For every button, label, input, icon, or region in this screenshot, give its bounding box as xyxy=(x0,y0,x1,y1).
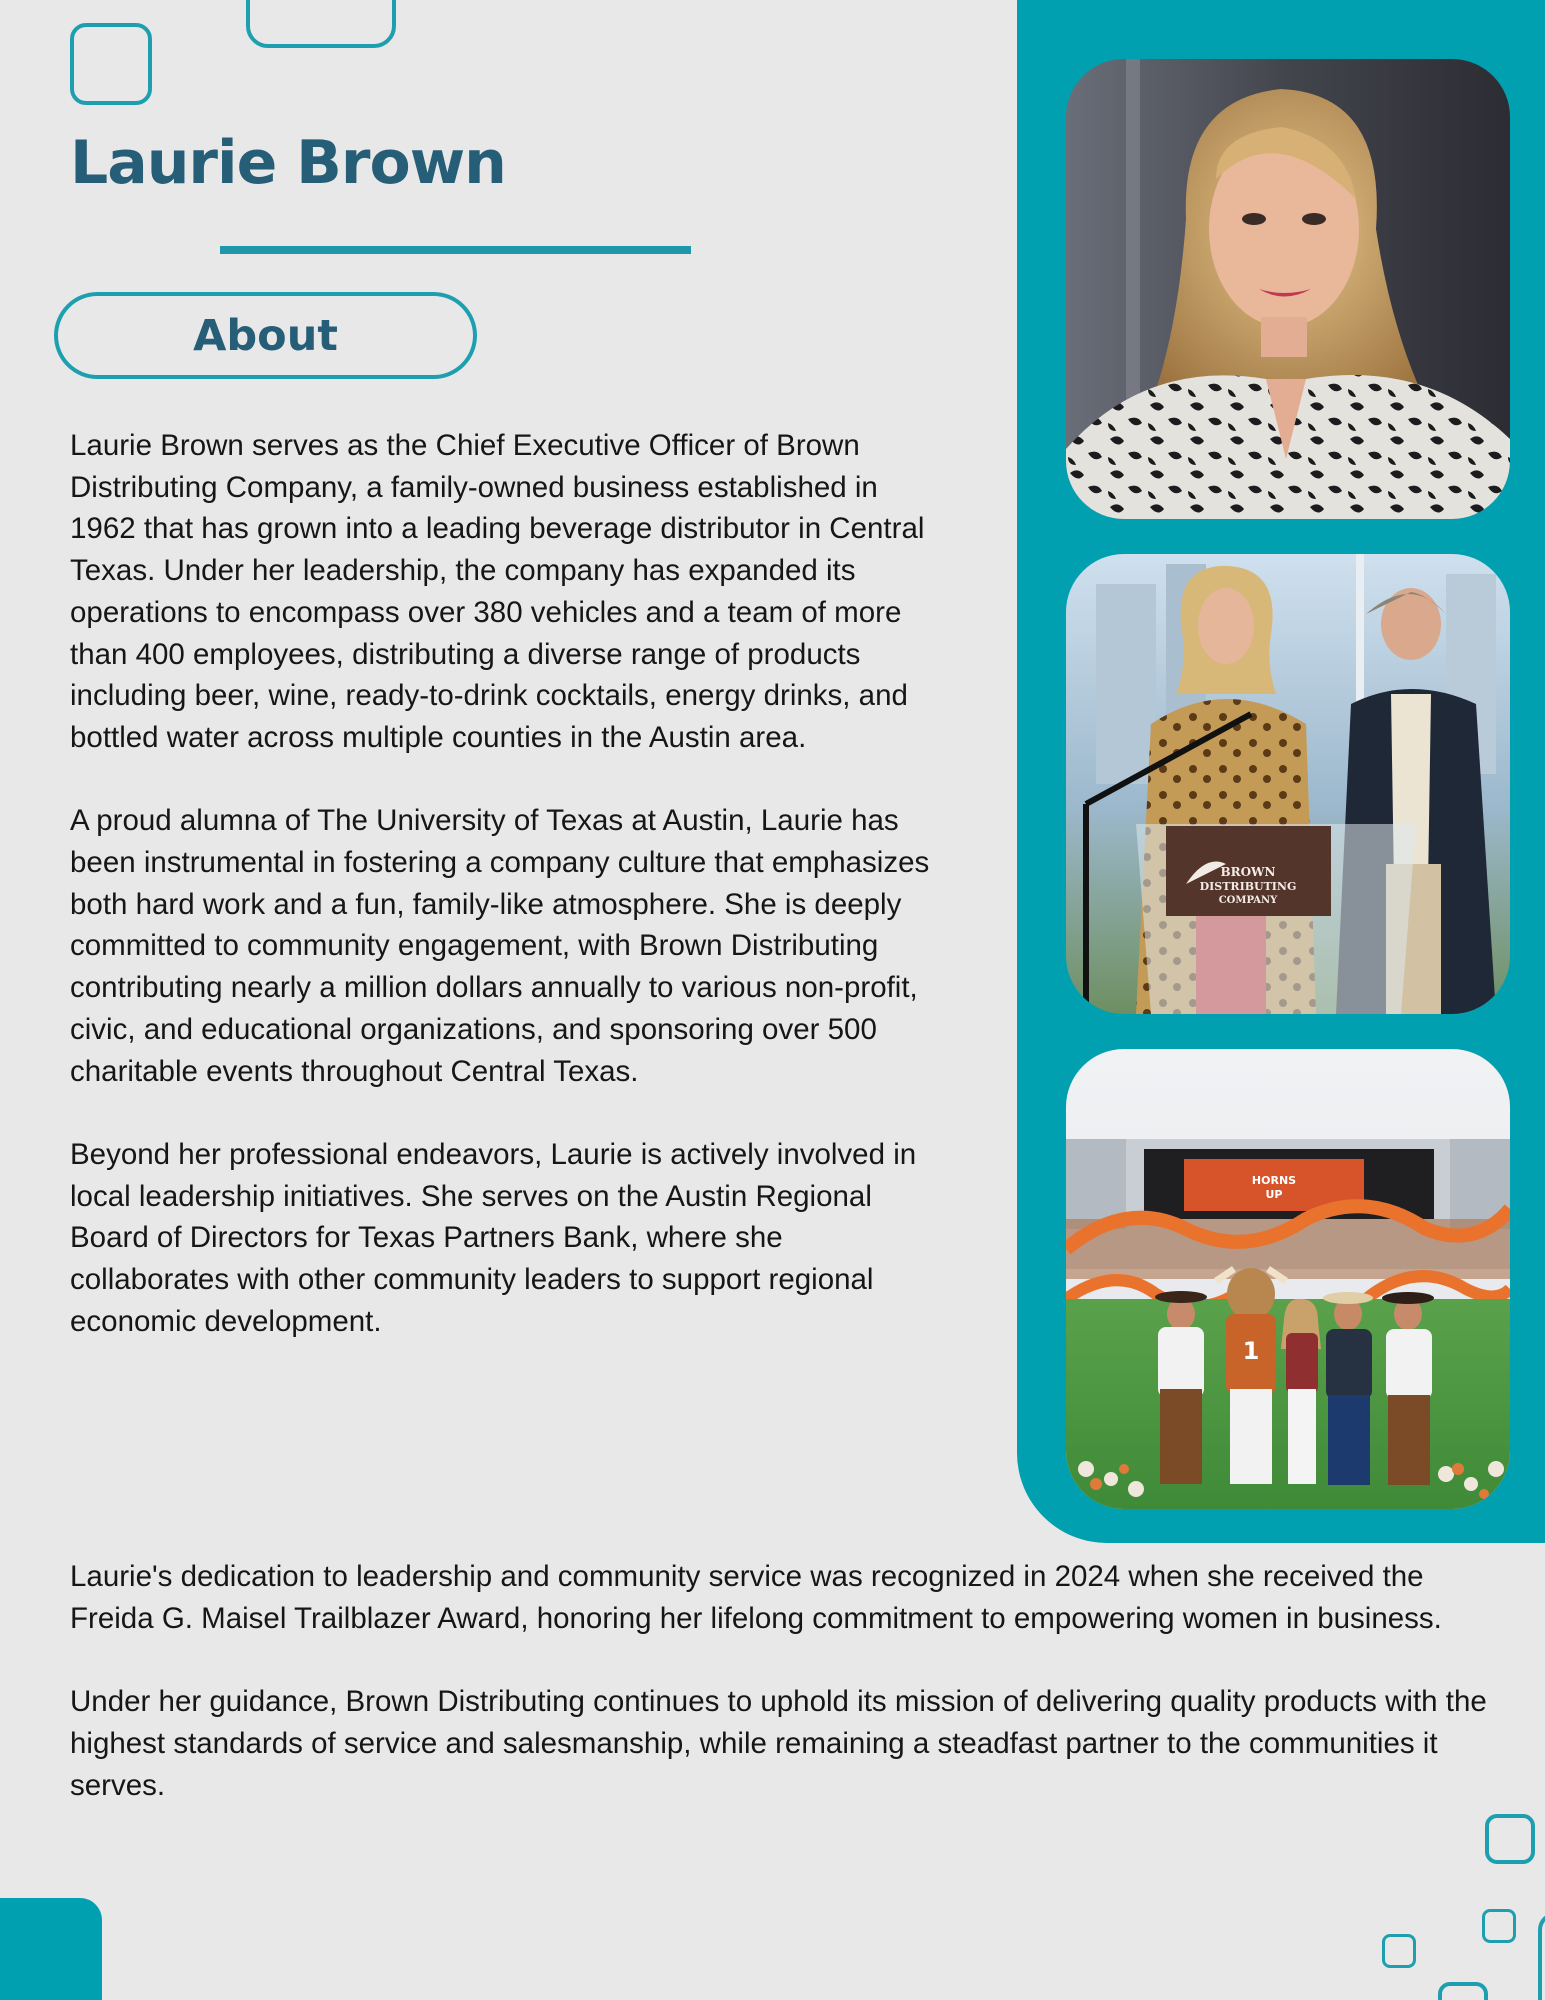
bio-paragraph: Laurie's dedication to leadership and community service was recognized in 2024 when she received the Freida G. Maisel Trailblazer Award, honoring her lifelong commitment to empowering women in business. xyxy=(70,1560,1442,1635)
decorative-rounded-square xyxy=(1485,1814,1535,1864)
decorative-rounded-square xyxy=(1438,1982,1488,2000)
decorative-rounded-square xyxy=(1538,1912,1545,2000)
podium-photo xyxy=(1066,554,1510,1014)
bio-paragraph: Laurie Brown serves as the Chief Executive Officer of Brown Distributing Company, a family-owned business established in 1962 that has grown into a leading beverage distributor in Central Texas. Under her leadership, the company has expanded its operations to encompass over 380 vehicles and a team of more than 400 employees, distributing a diverse range of products including beer, wine, ready-to-drink cocktails, energy drinks, and bottled water across multiple counties in the Austin area. xyxy=(70,429,925,754)
about-section-pill xyxy=(54,292,477,379)
portrait-photo xyxy=(1066,59,1510,519)
decorative-rounded-square xyxy=(1382,1934,1416,1968)
about-label: About xyxy=(193,310,338,361)
stadium-group-photo xyxy=(1066,1049,1510,1509)
bio-paragraph: Under her guidance, Brown Distributing continues to uphold its mission of delivering quality products with the highest standards of service and salesmanship, while remaining a steadfast partner to the communities it serves. xyxy=(70,1685,1487,1802)
bio-column xyxy=(70,425,940,1384)
bio-paragraph: A proud alumna of The University of Texas at Austin, Laurie has been instrumental in fostering a company culture that emphasizes both hard work and a fun, family-like atmosphere. She is deeply committed to community engagement, with Brown Distributing contributing nearly a million dollars annually to various non-profit, civic, and educational organizations, and sponsoring over 500 charitable events throughout Central Texas. xyxy=(70,804,930,1088)
bio-full-width xyxy=(70,1556,1510,1848)
person-name-heading: Laurie Brown xyxy=(70,128,506,198)
podium-sign-line: DISTRIBUTING xyxy=(1199,880,1297,893)
decorative-rounded-square xyxy=(1482,1909,1516,1943)
decorative-rounded-square xyxy=(70,23,152,105)
decorative-teal-block xyxy=(0,1898,102,2000)
bio-paragraph: Beyond her professional endeavors, Laurie is actively involved in local leadership initiatives. She serves on the Austin Regional Board of Directors for Texas Partners Bank, where she collaborates with other community leaders to support regional economic development. xyxy=(70,1137,917,1338)
jersey-number: 1 xyxy=(1242,1337,1260,1365)
decorative-rounded-square xyxy=(246,0,396,48)
scoreboard-text: UP xyxy=(1265,1188,1283,1201)
heading-underline xyxy=(220,246,691,254)
podium-sign-line: BROWN xyxy=(1220,865,1276,879)
scoreboard-text: HORNS xyxy=(1251,1174,1297,1187)
podium-sign-line: COMPANY xyxy=(1218,895,1278,906)
